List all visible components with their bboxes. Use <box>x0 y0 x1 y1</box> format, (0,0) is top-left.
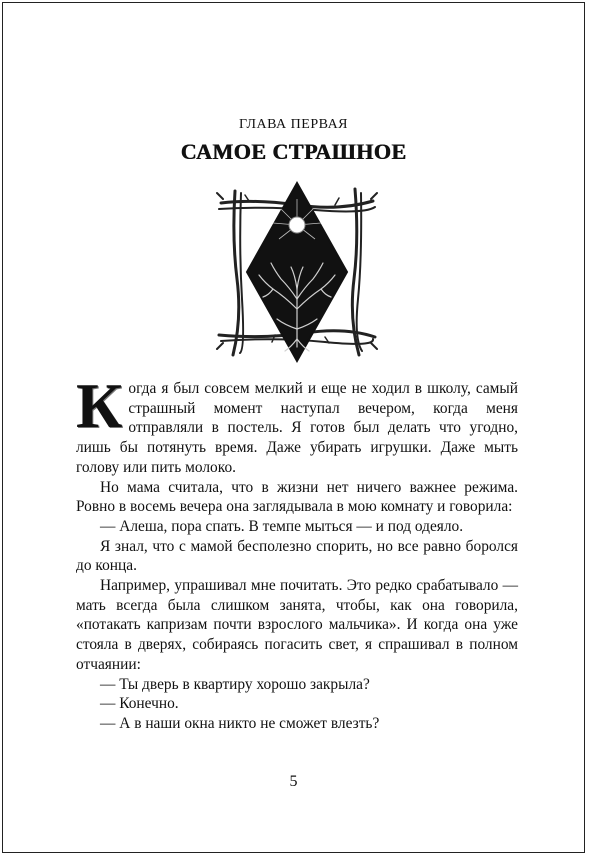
drop-cap: К <box>76 370 123 441</box>
paragraph: — А в наши окна никто не сможет влезть? <box>100 714 380 732</box>
paragraph: Я знал, что с мамой бесполезно спорить, но все равно боролся до конца. <box>76 537 518 575</box>
first-paragraph-text: огда я был совсем мелкий и еще не ходил в школу, самый страшный момент наступал вечером, когда меня отправляли в постель. Я готов был делать что угодно, лишь бы потянуть время. Даже убирать игрушки. Даже мыть голову или пить молоко. <box>76 380 518 476</box>
rhombus-frame-moon-tree-icon <box>215 179 379 365</box>
paragraph: — Ты дверь в квартиру хорошо закрыла? <box>100 675 370 693</box>
paragraph: — Алеша, пора спать. В темпе мыться — и под одеяло. <box>100 517 464 535</box>
book-page <box>2 2 585 853</box>
chapter-title: САМОЕ СТРАШНОЕ <box>180 139 407 164</box>
paragraph: — Конечно. <box>100 695 179 713</box>
paragraph: Но мама считала, что в жизни нет ничего важнее режима. Ровно в восемь вечера она заглядывала в мою комнату и говорила: <box>76 478 518 516</box>
chapter-heading: ГЛАВА ПЕРВАЯ <box>238 117 349 132</box>
body-text <box>76 370 518 734</box>
paragraph: Например, упрашивал мне почитать. Это редко срабатывало — мать всегда была слишком занята, чтобы, как она говорила, «потакать капризам почти взрослого мальчика». И когда она уже стояла в дверях, собираясь погасить свет, я спрашивал в полном отчаянии: <box>76 577 518 673</box>
page-number: 5 <box>289 773 298 790</box>
first-paragraph <box>76 370 518 478</box>
